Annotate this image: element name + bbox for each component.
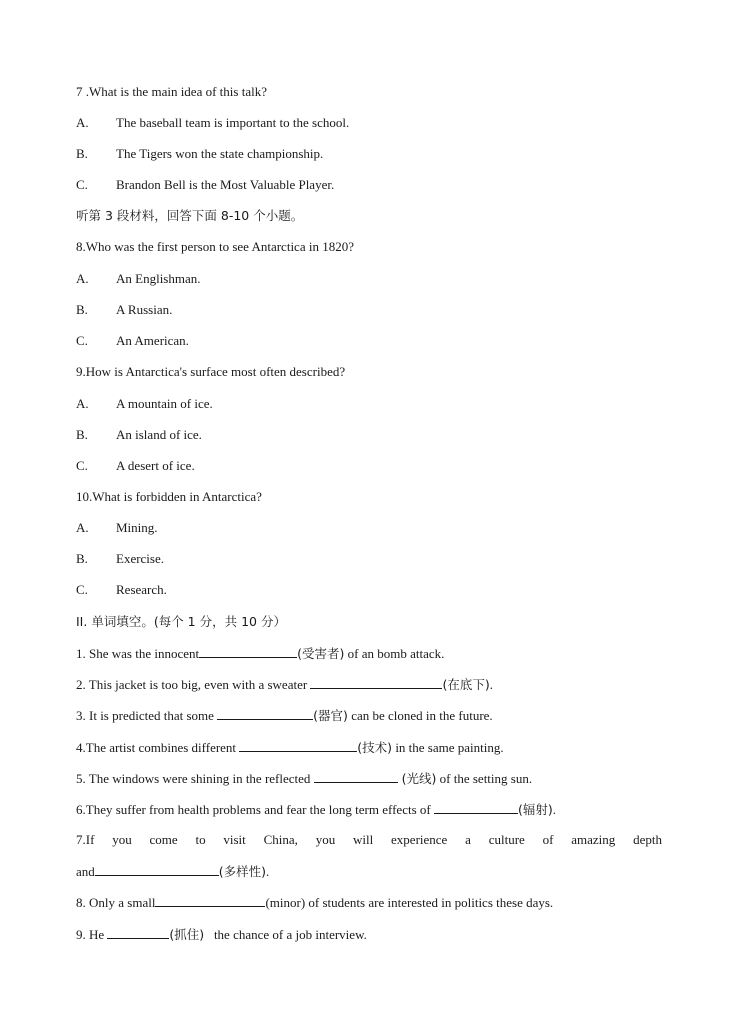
fill-item-7-line-1 bbox=[76, 832, 662, 848]
word: you bbox=[112, 832, 132, 847]
answer-blank[interactable] bbox=[199, 645, 297, 658]
word: you bbox=[315, 832, 336, 847]
answer-blank[interactable] bbox=[107, 926, 169, 939]
item-text: can be cloned in the future. bbox=[347, 708, 493, 723]
item-text: . bbox=[489, 677, 493, 692]
answer-blank[interactable] bbox=[239, 739, 357, 752]
option-letter: A. bbox=[76, 115, 89, 130]
word: 7.If bbox=[76, 832, 95, 847]
q10-option-c bbox=[76, 582, 167, 598]
item-text: 9. He bbox=[76, 927, 108, 942]
option-text: Brandon Bell is the Most Valuable Player. bbox=[116, 177, 335, 192]
option-letter: A. bbox=[76, 271, 89, 286]
item-text: and bbox=[76, 864, 95, 879]
item-text: 2. This jacket is too big, even with a sweater bbox=[76, 677, 311, 692]
q9-option-b bbox=[76, 427, 202, 443]
word: depth bbox=[633, 832, 662, 847]
item-text: 1. She was the innocent bbox=[76, 646, 200, 661]
option-letter: B. bbox=[76, 551, 88, 566]
answer-blank[interactable] bbox=[310, 676, 442, 689]
fill-item-8 bbox=[76, 894, 553, 911]
option-text: The baseball team is important to the school. bbox=[116, 115, 350, 130]
q9-option-c bbox=[76, 458, 195, 474]
option-text: A Russian. bbox=[116, 302, 173, 317]
item-text: of an bomb attack. bbox=[344, 646, 445, 661]
option-letter: A. bbox=[76, 520, 89, 535]
option-text: An island of ice. bbox=[116, 427, 202, 442]
section-3-instruction: 听第 3 段材料，回答下面 8-10 个小题。 bbox=[76, 208, 304, 223]
q7-option-a bbox=[76, 115, 349, 131]
fill-item-2 bbox=[76, 676, 493, 693]
item-hint: (抓住) bbox=[169, 927, 205, 942]
answer-blank[interactable] bbox=[434, 801, 518, 814]
answer-blank[interactable] bbox=[155, 894, 265, 907]
item-text: in the same painting. bbox=[392, 740, 504, 755]
item-text: of the setting sun. bbox=[436, 771, 533, 786]
answer-blank[interactable] bbox=[95, 863, 219, 876]
item-hint: (技术) bbox=[357, 740, 393, 755]
item-hint: (在底下) bbox=[442, 677, 490, 692]
fill-item-5 bbox=[76, 770, 532, 787]
option-letter: C. bbox=[76, 177, 88, 192]
item-text: of students are interested in politics these days. bbox=[305, 895, 554, 910]
q9-option-a bbox=[76, 396, 213, 412]
answer-blank[interactable] bbox=[217, 707, 313, 720]
item-hint: (受害者) bbox=[297, 646, 345, 661]
word: will bbox=[353, 832, 374, 847]
item-text: 6.They suffer from health problems and fear the long term effects of bbox=[76, 802, 434, 817]
question-9: 9.How is Antarctica's surface most often described? bbox=[76, 364, 346, 379]
q8-option-c bbox=[76, 333, 189, 349]
fill-item-1 bbox=[76, 645, 444, 662]
item-text: . bbox=[266, 864, 270, 879]
word: culture bbox=[488, 832, 525, 847]
option-letter: C. bbox=[76, 458, 88, 473]
word: visit bbox=[223, 832, 246, 847]
item-text: the chance of a job interview. bbox=[204, 927, 367, 942]
item-text: 4.The artist combines different bbox=[76, 740, 240, 755]
part-2-heading: II. 单词填空。(每个 1 分，共 10 分） bbox=[76, 614, 286, 629]
question-7: 7 .What is the main idea of this talk? bbox=[76, 84, 267, 99]
word: a bbox=[465, 832, 471, 847]
item-hint: (辐射) bbox=[517, 802, 553, 817]
option-text: An American. bbox=[116, 333, 189, 348]
word: come bbox=[149, 832, 178, 847]
item-hint: (minor) bbox=[265, 895, 306, 910]
item-hint: (多样性) bbox=[218, 864, 267, 879]
word: amazing bbox=[571, 832, 616, 847]
option-letter: B. bbox=[76, 146, 88, 161]
fill-item-3 bbox=[76, 707, 493, 724]
q7-option-b bbox=[76, 146, 323, 162]
item-hint: (器官) bbox=[313, 708, 348, 723]
word: to bbox=[195, 832, 206, 847]
item-text: 3. It is predicted that some bbox=[76, 708, 218, 723]
question-10: 10.What is forbidden in Antarctica? bbox=[76, 489, 262, 504]
answer-blank[interactable] bbox=[314, 770, 398, 783]
fill-item-6 bbox=[76, 801, 556, 818]
option-text: Mining. bbox=[116, 520, 158, 535]
fill-item-9 bbox=[76, 926, 367, 943]
option-text: A desert of ice. bbox=[116, 458, 195, 473]
option-text: An Englishman. bbox=[116, 271, 201, 286]
word: China, bbox=[263, 832, 298, 847]
q8-option-b bbox=[76, 302, 172, 318]
q8-option-a bbox=[76, 271, 201, 287]
word: experience bbox=[391, 832, 448, 847]
item-text: . bbox=[552, 802, 556, 817]
question-8: 8.Who was the first person to see Antarctica in 1820? bbox=[76, 239, 354, 254]
item-text: 8. Only a small bbox=[76, 895, 156, 910]
fill-item-4 bbox=[76, 739, 504, 756]
option-text: The Tigers won the state championship. bbox=[116, 146, 324, 161]
option-text: Research. bbox=[116, 582, 167, 597]
word: of bbox=[542, 832, 554, 847]
option-letter: B. bbox=[76, 302, 88, 317]
q7-option-c bbox=[76, 177, 334, 193]
option-text: Exercise. bbox=[116, 551, 165, 566]
option-letter: A. bbox=[76, 396, 89, 411]
item-hint: (光线) bbox=[397, 771, 437, 786]
option-text: A mountain of ice. bbox=[116, 396, 213, 411]
option-letter: C. bbox=[76, 333, 88, 348]
option-letter: B. bbox=[76, 427, 88, 442]
option-letter: C. bbox=[76, 582, 88, 597]
fill-item-7-line-2 bbox=[76, 863, 269, 880]
item-text: 5. The windows were shining in the reflected bbox=[76, 771, 314, 786]
q10-option-b bbox=[76, 551, 164, 567]
q10-option-a bbox=[76, 520, 158, 536]
